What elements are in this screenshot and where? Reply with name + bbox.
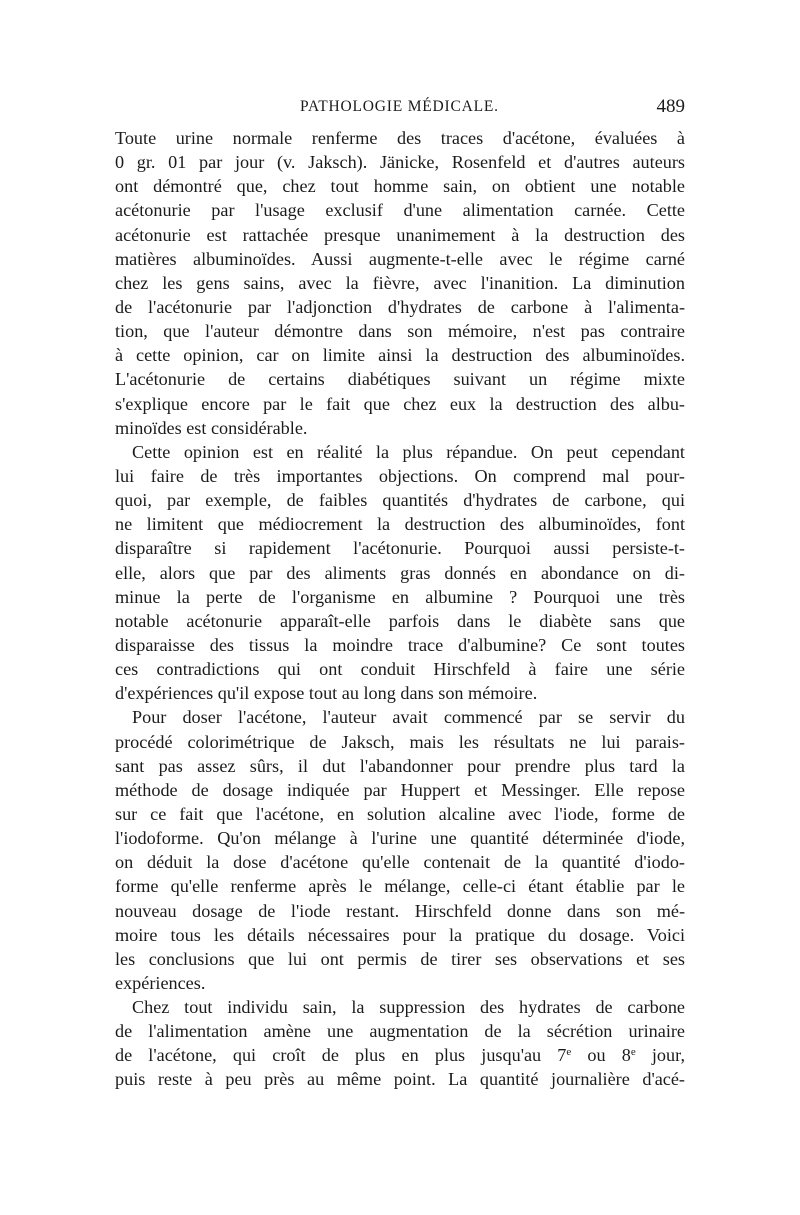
- text-line: ne limitent que médiocrement la destruction des albuminoïdes, font: [115, 514, 685, 535]
- text-line: Toute urine normale renferme des traces d'acétone, évaluées à: [115, 128, 685, 148]
- text-line: quoi, par exemple, de faibles quantités d'hydrates de carbone, qui: [115, 490, 685, 511]
- text-line: méthode de dosage indiquée par Huppert et Messinger. Elle repose: [115, 779, 685, 800]
- text-span: de l'acétone, qui croît de plus en plus jusqu'au 7: [115, 1045, 567, 1066]
- text-line: à cette opinion, car on limite ainsi la destruction des albuminoïdes.: [115, 345, 685, 366]
- text-line: l'iodoforme. Qu'on mélange à l'urine une quantité déterminée d'iode,: [115, 828, 685, 849]
- text-line: de l'acétonurie par l'adjonction d'hydrates de carbone à l'alimenta-: [115, 296, 685, 317]
- text-line: s'explique encore par le fait que chez eux la destruction des albu-: [115, 393, 685, 414]
- text-line: Chez tout individu sain, la suppression des hydrates de carbone: [132, 997, 685, 1018]
- text-line: lui faire de très importantes objections. On comprend mal pour-: [115, 465, 685, 486]
- text-span: jour,: [635, 1045, 685, 1066]
- text-line: disparaître si rapidement l'acétonurie. Pourquoi aussi persiste-t-: [115, 538, 685, 559]
- text-line: notable acétonurie apparaît-elle parfois dans le diabète sans que: [115, 610, 685, 631]
- page-number: 489: [656, 96, 685, 117]
- text-line: [115, 1043, 685, 1067]
- text-line: nouveau dosage de l'iode restant. Hirschfeld donne dans son mé-: [115, 900, 685, 921]
- text-line: acétonurie est rattachée presque unanimement à la destruction des: [115, 224, 685, 245]
- text-span: ou 8: [571, 1045, 631, 1066]
- text-line: ont démontré que, chez tout homme sain, on obtient une notable: [115, 176, 685, 197]
- text-line: Pour doser l'acétone, l'auteur avait commencé par se servir du: [132, 707, 685, 728]
- text-line: moire tous les détails nécessaires pour la pratique du dosage. Voici: [115, 924, 685, 945]
- text-line: sur ce fait que l'acétone, en solution alcaline avec l'iode, forme de: [115, 803, 685, 824]
- text-line: expériences.: [115, 972, 206, 993]
- text-line: 0 gr. 01 par jour (v. Jaksch). Jänicke, Rosenfeld et d'autres auteurs: [115, 152, 685, 173]
- running-title: PATHOLOGIE MÉDICALE.: [300, 98, 499, 115]
- text-line: minue la perte de l'organisme en albumine ? Pourquoi une très: [115, 586, 685, 607]
- text-line: minoïdes est considérable.: [115, 417, 308, 438]
- superscript: e: [566, 1046, 572, 1059]
- text-line: acétonurie par l'usage exclusif d'une alimentation carnée. Cette: [115, 200, 685, 221]
- body-text: [115, 126, 685, 1092]
- running-head: [115, 96, 685, 122]
- text-line: forme qu'elle renferme après le mélange, celle-ci étant établie par le: [115, 876, 685, 897]
- superscript: e: [630, 1046, 636, 1059]
- text-line: L'acétonurie de certains diabétiques suivant un régime mixte: [115, 369, 685, 390]
- text-line: procédé colorimétrique de Jaksch, mais les résultats ne lui parais-: [115, 731, 685, 752]
- text-line: disparaisse des tissus la moindre trace d'albumine? Ce sont toutes: [115, 634, 685, 655]
- text-line: ces contradictions qui ont conduit Hirschfeld à faire une série: [115, 659, 685, 680]
- text-line: sant pas assez sûrs, il dut l'abandonner pour prendre plus tard la: [115, 755, 685, 776]
- paragraph: [115, 995, 685, 1092]
- paragraph: [115, 126, 685, 440]
- text-line: chez les gens sains, avec la fièvre, avec l'inanition. La diminution: [115, 272, 685, 293]
- text-line: d'expériences qu'il expose tout au long dans son mémoire.: [115, 683, 538, 704]
- text-line: on déduit la dose d'acétone qu'elle contenait de la quantité d'iodo-: [115, 852, 685, 873]
- text-line: les conclusions que lui ont permis de tirer ses observations et ses: [115, 948, 685, 969]
- text-line: tion, que l'auteur démontre dans son mémoire, n'est pas contraire: [115, 321, 685, 342]
- paragraph: [115, 705, 685, 995]
- text-line: puis reste à peu près au même point. La quantité journalière d'acé-: [115, 1069, 685, 1090]
- paragraph: [115, 440, 685, 706]
- text-line: matières albuminoïdes. Aussi augmente-t-elle avec le régime carné: [115, 248, 685, 269]
- text-line: de l'alimentation amène une augmentation de la sécrétion urinaire: [115, 1021, 685, 1042]
- text-line: elle, alors que par des aliments gras donnés en abondance on di-: [115, 562, 685, 583]
- text-line: Cette opinion est en réalité la plus répandue. On peut cependant: [132, 441, 685, 462]
